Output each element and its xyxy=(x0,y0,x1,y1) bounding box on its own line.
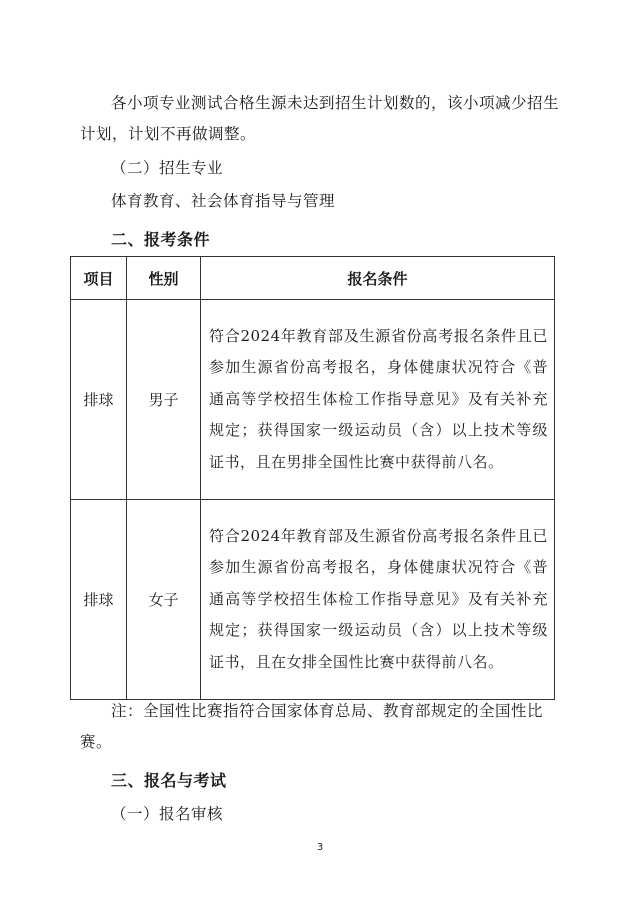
requirements-table xyxy=(70,256,555,700)
table-note: 注：全国性比赛指符合国家体育总局、教育部规定的全国性比赛。 xyxy=(80,702,544,751)
cell-item: 排球 xyxy=(71,300,127,500)
cell-condition: 符合2024年教育部及生源省份高考报名条件且已参加生源省份高考报名，身体健康状况符合《普通高等学校招生体检工作指导意见》及有关补充规定；获得国家一级运动员（含）以上技术等级证书，且在女排全国性比赛中获得前八名。 xyxy=(201,500,555,700)
table-row xyxy=(71,500,555,700)
cell-condition: 符合2024年教育部及生源省份高考报名条件且已参加生源省份高考报名，身体健康状况符合《普通高等学校招生体检工作指导意见》及有关补充规定；获得国家一级运动员（含）以上技术等级证书，且在男排全国性比赛中获得前八名。 xyxy=(201,300,555,500)
cell-gender: 男子 xyxy=(127,300,201,500)
subheading-majors: （二）招生专业 xyxy=(111,159,224,177)
paragraph-plan-adjustment: 各小项专业测试合格生源未达到招生计划数的，该小项减少招生计划，计划不再做调整。 xyxy=(80,94,560,143)
header-item: 项目 xyxy=(71,257,127,300)
section-heading-registration: 三、报名与考试 xyxy=(111,771,227,790)
page-number: 3 xyxy=(316,842,324,853)
paragraph-majors: 体育教育、社会体育指导与管理 xyxy=(111,192,336,210)
header-gender: 性别 xyxy=(127,257,201,300)
section-heading-requirements: 二、报考条件 xyxy=(111,230,211,249)
subheading-review: （一）报名审核 xyxy=(111,805,224,823)
table-header-row xyxy=(71,257,555,300)
header-condition: 报名条件 xyxy=(201,257,555,300)
table-row xyxy=(71,300,555,500)
cell-gender: 女子 xyxy=(127,500,201,700)
cell-item: 排球 xyxy=(71,500,127,700)
